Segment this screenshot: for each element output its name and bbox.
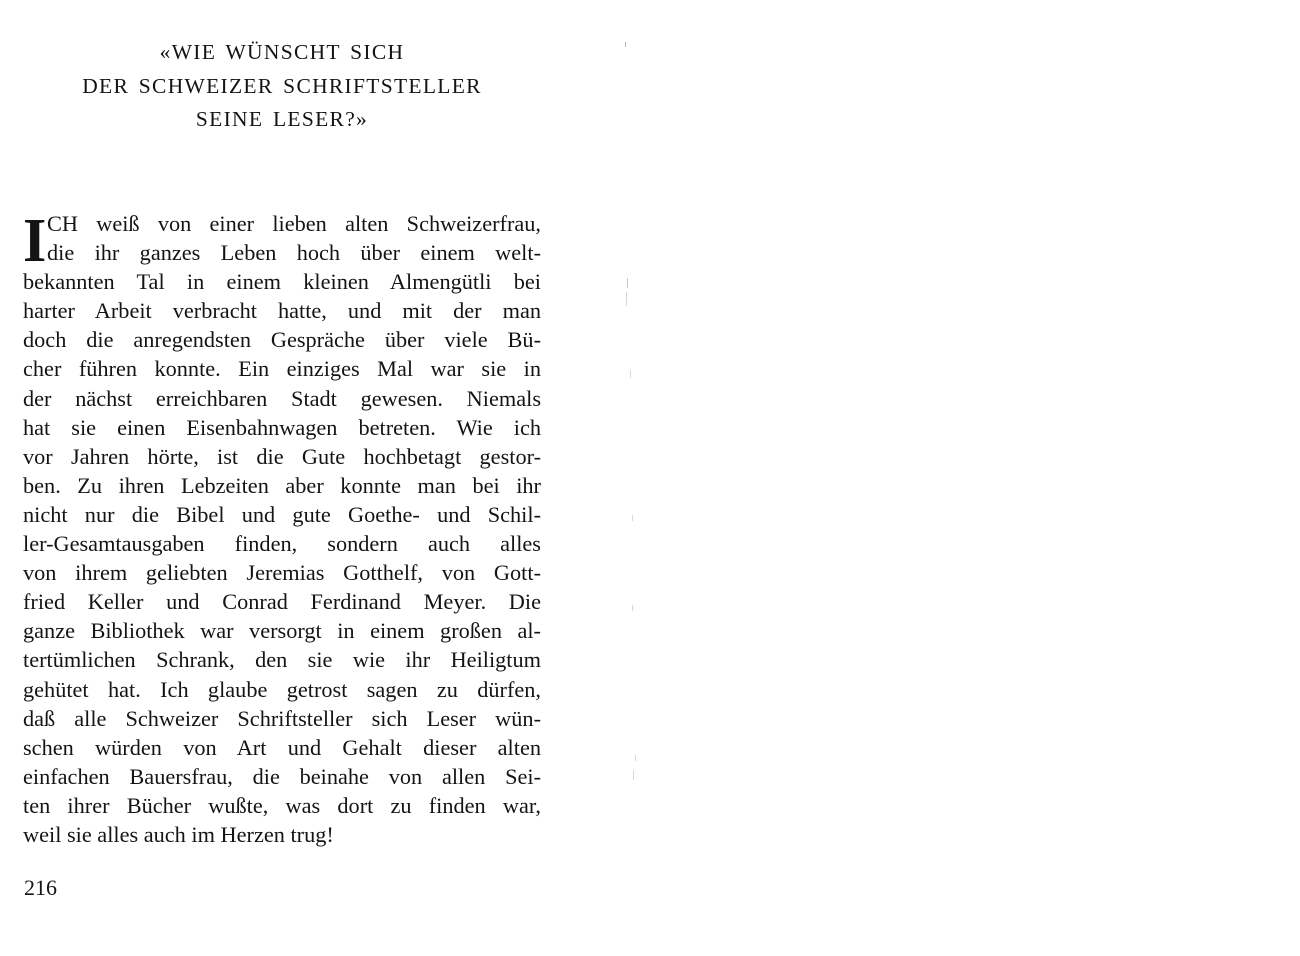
text-line: ler-Gesamtausgaben finden, sondern auch alles <box>23 531 541 557</box>
scan-artifact <box>632 605 633 611</box>
text-line: vor Jahren hörte, ist die Gute hochbetagt gestor- <box>23 443 541 469</box>
text-line: ganze Bibliothek war versorgt in einem großen al- <box>23 618 541 644</box>
text-line: nicht nur die Bibel und gute Goethe- und Schil- <box>23 501 541 527</box>
scan-artifact <box>626 292 627 306</box>
scan-artifact <box>630 370 631 378</box>
scan-artifact <box>627 278 628 288</box>
drop-cap: I <box>23 205 47 275</box>
text-line: daß alle Schweizer Schriftsteller sich Leser wün- <box>23 705 541 731</box>
text-line: die ihr ganzes Leben hoch über einem welt- <box>47 240 541 266</box>
chapter-title-line: DER SCHWEIZER SCHRIFTSTELLER <box>82 73 482 98</box>
text-line: ten ihrer Bücher wußte, was dort zu finden war, <box>23 792 541 818</box>
text-line: einfachen Bauersfrau, die beinahe von allen Sei- <box>23 763 541 789</box>
text-line: doch die anregendsten Gespräche über viele Bü- <box>23 327 541 353</box>
body-text <box>23 205 541 849</box>
text-line: cher führen konnte. Ein einziges Mal war sie in <box>23 356 541 382</box>
text-line: bekannten Tal in einem kleinen Almengütli bei <box>23 269 541 295</box>
text-line: schen würden von Art und Gehalt dieser alten <box>23 734 541 760</box>
chapter-title <box>40 36 524 137</box>
text-line: von ihrem geliebten Jeremias Gotthelf, von Gott- <box>23 560 541 586</box>
text-line: weil sie alles auch im Herzen trug! <box>23 821 334 847</box>
text-line: hat sie einen Eisenbahnwagen betreten. Wie ich <box>23 414 541 440</box>
chapter-title-line: «WIE WÜNSCHT SICH <box>159 40 405 64</box>
scan-artifact <box>635 755 636 761</box>
text-line: harter Arbeit verbracht hatte, und mit der man <box>23 298 541 324</box>
text-line: gehütet hat. Ich glaube getrost sagen zu dürfen, <box>23 676 541 702</box>
chapter-title-line: SEINE LESER?» <box>195 107 369 131</box>
scan-artifact <box>633 770 634 780</box>
text-line: CH weiß von einer lieben alten Schweizerfrau, <box>47 211 541 236</box>
text-line: der nächst erreichbaren Stadt gewesen. Niemals <box>23 385 541 411</box>
text-line: fried Keller und Conrad Ferdinand Meyer. Die <box>23 589 541 615</box>
scan-artifact <box>625 42 626 47</box>
page-number: 216 <box>24 875 57 900</box>
text-line: ben. Zu ihren Lebzeiten aber konnte man bei ihr <box>23 472 541 498</box>
text-line: tertümlichen Schrank, den sie wie ihr Heiligtum <box>23 647 541 673</box>
scan-artifact <box>632 515 633 521</box>
